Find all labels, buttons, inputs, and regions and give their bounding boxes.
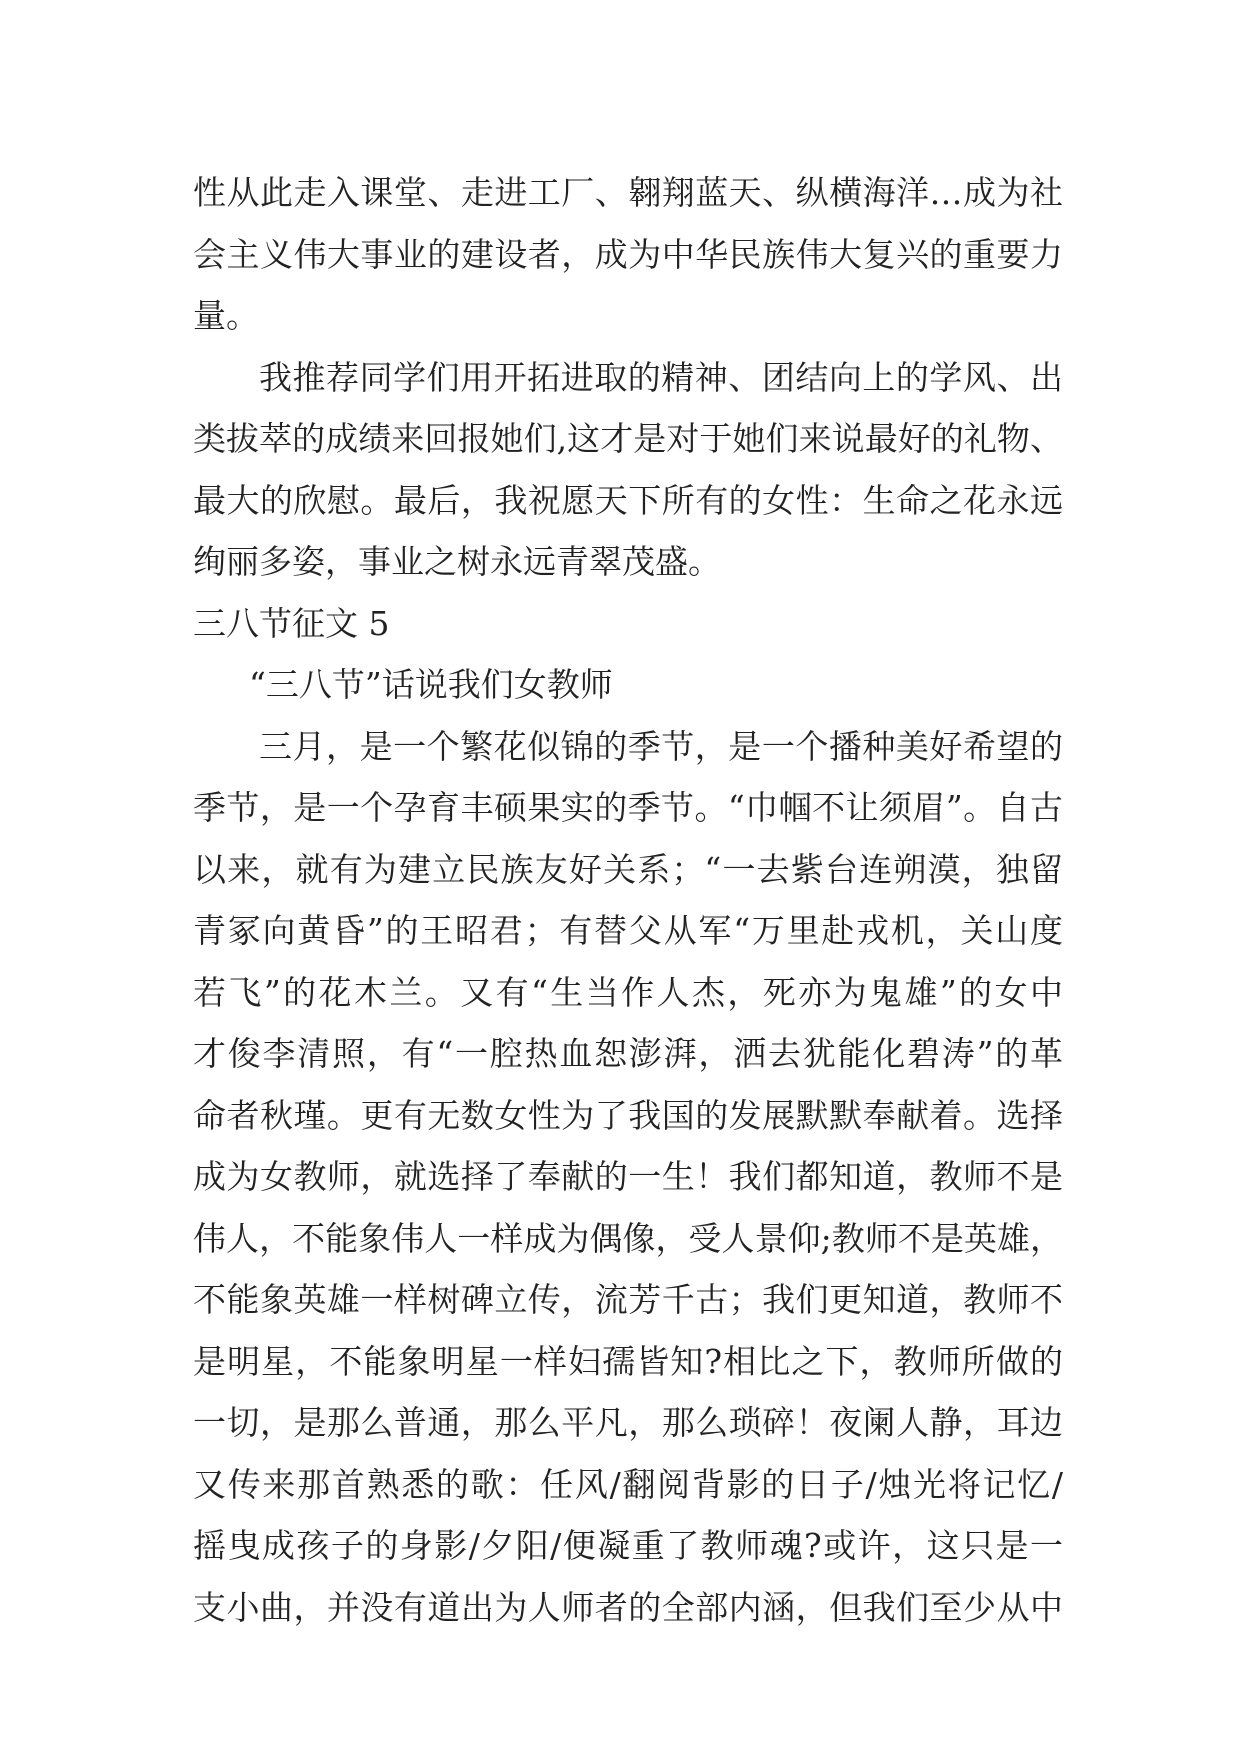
text-line: 季节，是一个孕育丰硕果实的季节。“巾帼不让须眉”。自古	[193, 788, 1063, 827]
paragraph-first-line: 我推荐同学们用开拓进取的精神、团结向上的学风、出	[259, 357, 1063, 397]
text-line: 才俊李清照，有“一腔热血恕澎湃，洒去犹能化碧涛”的革	[193, 1034, 1063, 1073]
paragraph-first-line: 三月，是一个繁花似锦的季节，是一个播种美好希望的	[259, 726, 1063, 766]
text-line: 最大的欣慰。最后，我祝愿天下所有的女性：生命之花永远	[193, 480, 1063, 520]
text-line: 绚丽多姿，事业之树永远青翠茂盛。	[193, 542, 721, 581]
text-line: 性从此走入课堂、走进工厂、翱翔蓝天、纵横海洋…成为社	[193, 173, 1063, 212]
text-line: 支小曲，并没有道出为人师者的全部内涵，但我们至少从中	[193, 1587, 1063, 1627]
text-line: 以来，就有为建立民族友好关系；“一去紫台连朔漠，独留	[193, 849, 1063, 889]
text-line: 若飞”的花木兰。又有“生当作人杰，死亦为鬼雄”的女中	[193, 972, 1063, 1012]
text-line: 类拔萃的成绩来回报她们,这才是对于她们来说最好的礼物、	[193, 419, 1063, 458]
document-body	[193, 162, 1063, 1638]
text-line: 伟人，不能象伟人一样成为偶像，受人景仰;教师不是英雄，	[193, 1218, 1063, 1258]
article-title: “三八节”话说我们女教师	[249, 665, 613, 704]
text-line: 量。	[193, 296, 259, 335]
text-line: 不能象英雄一样树碑立传，流芳千古；我们更知道，教师不	[193, 1280, 1063, 1319]
text-line: 一切，是那么普通，那么平凡，那么琐碎！夜阑人静，耳边	[193, 1403, 1063, 1442]
text-line: 青冢向黄昏”的王昭君；有替父从军“万里赴戎机，关山度	[193, 911, 1063, 950]
text-line: 会主义伟大事业的建设者，成为中华民族伟大复兴的重要力	[193, 234, 1063, 274]
section-heading: 三八节征文 5	[193, 603, 390, 643]
text-line: 又传来那首熟悉的歌：任风/翻阅背影的日子/烛光将记忆/	[193, 1464, 1063, 1504]
text-line: 摇曳成孩子的身影/夕阳/便凝重了教师魂?或许，这只是一	[193, 1526, 1063, 1565]
text-line: 成为女教师，就选择了奉献的一生！我们都知道，教师不是	[193, 1157, 1063, 1196]
text-line: 命者秋瑾。更有无数女性为了我国的发展默默奉献着。选择	[193, 1095, 1063, 1135]
text-line: 是明星，不能象明星一样妇孺皆知?相比之下，教师所做的	[193, 1341, 1063, 1381]
